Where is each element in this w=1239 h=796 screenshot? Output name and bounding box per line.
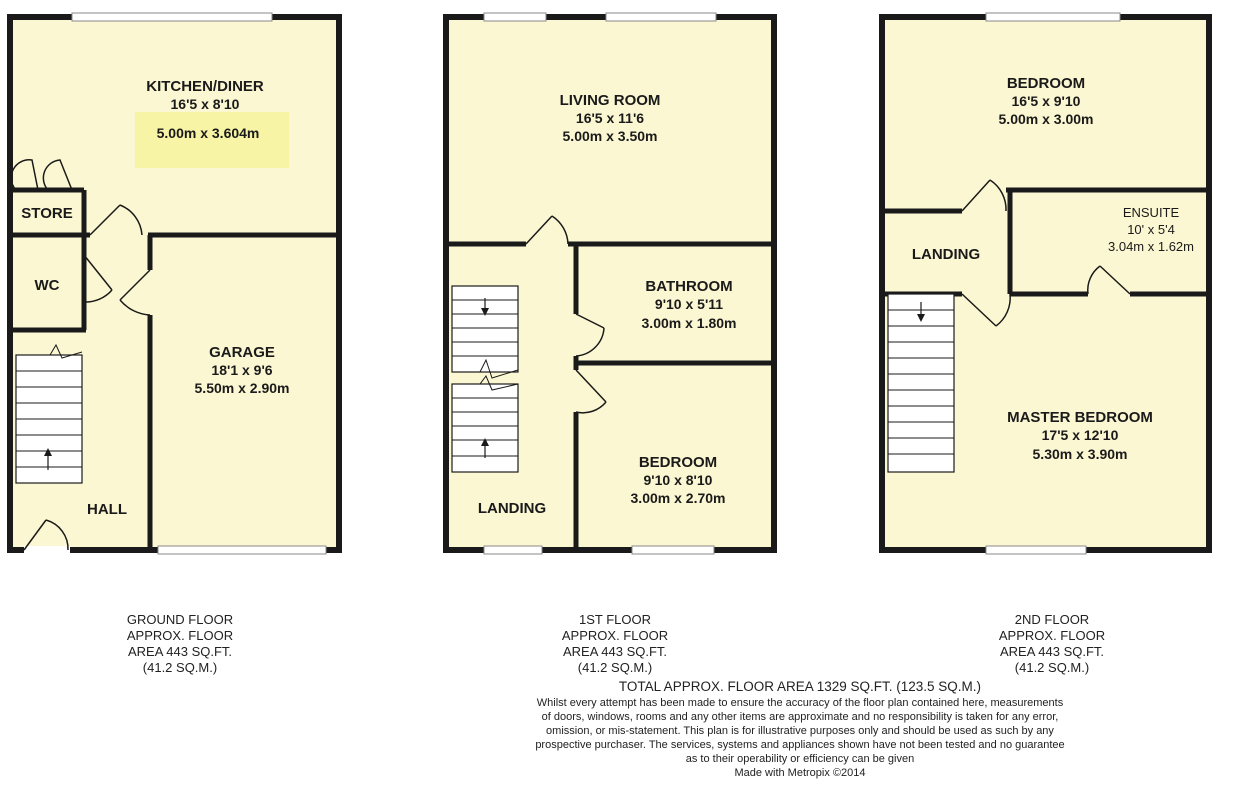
disclaimer-line: of doors, windows, rooms and any other items are approximate and no responsibility is taken for any error, (541, 711, 1059, 723)
store-name: STORE (21, 205, 73, 222)
hall-name: HALL (87, 501, 127, 518)
bedroom2-name: BEDROOM (1006, 75, 1086, 92)
front-door-gap (24, 546, 70, 554)
second-floor-plan (882, 13, 1209, 554)
kitchen-name: KITCHEN/DINER (146, 78, 264, 95)
garage-metric: 5.50m x 2.90m (194, 380, 290, 396)
first-caption-line: (41.2 SQ.M.) (577, 660, 653, 675)
bedroom1-name: BEDROOM (638, 454, 718, 471)
ensuite-name: ENSUITE (1122, 205, 1180, 220)
landing2-name: LANDING (911, 246, 981, 263)
first-caption-line: 1ST FLOOR (578, 612, 651, 627)
ensuite-metric: 3.04m x 1.62m (1108, 239, 1194, 254)
wc-name: WC (34, 277, 60, 294)
garage-imperial: 18'1 x 9'6 (211, 362, 273, 378)
living-name: LIVING ROOM (559, 92, 661, 109)
disclaimer-line: omission, or mis-statement. This plan is for illustrative purposes only and should be used as such by any (546, 725, 1054, 737)
ensuite-imperial: 10' x 5'4 (1127, 222, 1175, 237)
living-window-left (484, 13, 546, 21)
disclaimer (485, 696, 1115, 780)
bedroom1-imperial: 9'10 x 8'10 (643, 472, 713, 488)
ground-stairs (16, 345, 82, 483)
master-imperial: 17'5 x 12'10 (1041, 427, 1119, 443)
second-caption-line: (41.2 SQ.M.) (1014, 660, 1090, 675)
bedroom1-window (632, 546, 714, 554)
bathroom-name: BATHROOM (645, 278, 733, 295)
living-window-right (606, 13, 716, 21)
kitchen-imperial: 16'5 x 8'10 (170, 96, 240, 112)
landing1-name: LANDING (477, 500, 547, 517)
kitchen-metric: 5.00m x 3.604m (156, 125, 260, 141)
bedroom2-metric: 5.00m x 3.00m (998, 111, 1094, 127)
first-caption-line: AREA 443 SQ.FT. (562, 644, 668, 659)
second-caption-line: APPROX. FLOOR (998, 628, 1106, 643)
ground-caption-line: GROUND FLOOR (126, 612, 234, 627)
disclaimer-line: prospective purchaser. The services, systems and appliances shown have not been tested and no guarantee (535, 739, 1065, 751)
kitchen-window (72, 13, 272, 21)
ground-caption-line: APPROX. FLOOR (126, 628, 234, 643)
garage-name: GARAGE (209, 344, 275, 361)
total-floor-area: TOTAL APPROX. FLOOR AREA 1329 SQ.FT. (123.5 SQ.M.) (618, 679, 982, 694)
second-caption-line: AREA 443 SQ.FT. (999, 644, 1105, 659)
garage-door-opening (158, 546, 326, 554)
first-floor-caption (535, 612, 695, 676)
master-window (986, 546, 1086, 554)
disclaimer-line: Whilst every attempt has been made to ensure the accuracy of the floor plan contained here, measurements (536, 697, 1064, 709)
bathroom-metric: 3.00m x 1.80m (641, 315, 737, 331)
bedroom2-imperial: 16'5 x 9'10 (1011, 93, 1081, 109)
landing-window (484, 546, 542, 554)
ground-caption-line: (41.2 SQ.M.) (142, 660, 218, 675)
bathroom-imperial: 9'10 x 5'11 (654, 296, 724, 312)
disclaimer-line: as to their operability or efficiency can be given (685, 753, 915, 765)
living-imperial: 16'5 x 11'6 (575, 110, 645, 126)
first-caption-line: APPROX. FLOOR (561, 628, 669, 643)
ground-caption-line: AREA 443 SQ.FT. (127, 644, 233, 659)
ground-floor-plan (10, 13, 339, 554)
ground-floor-caption (100, 612, 260, 676)
master-metric: 5.30m x 3.90m (1032, 446, 1128, 462)
first-floor-plan (446, 13, 774, 554)
second-caption-line: 2ND FLOOR (1014, 612, 1090, 627)
master-name: MASTER BEDROOM (1007, 409, 1153, 426)
disclaimer-line: Made with Metropix ©2014 (734, 767, 866, 779)
second-stairs (888, 294, 954, 472)
bedroom2-window (986, 13, 1120, 21)
bedroom1-metric: 3.00m x 2.70m (630, 490, 726, 506)
second-floor-caption (972, 612, 1132, 676)
living-metric: 5.00m x 3.50m (562, 128, 658, 144)
